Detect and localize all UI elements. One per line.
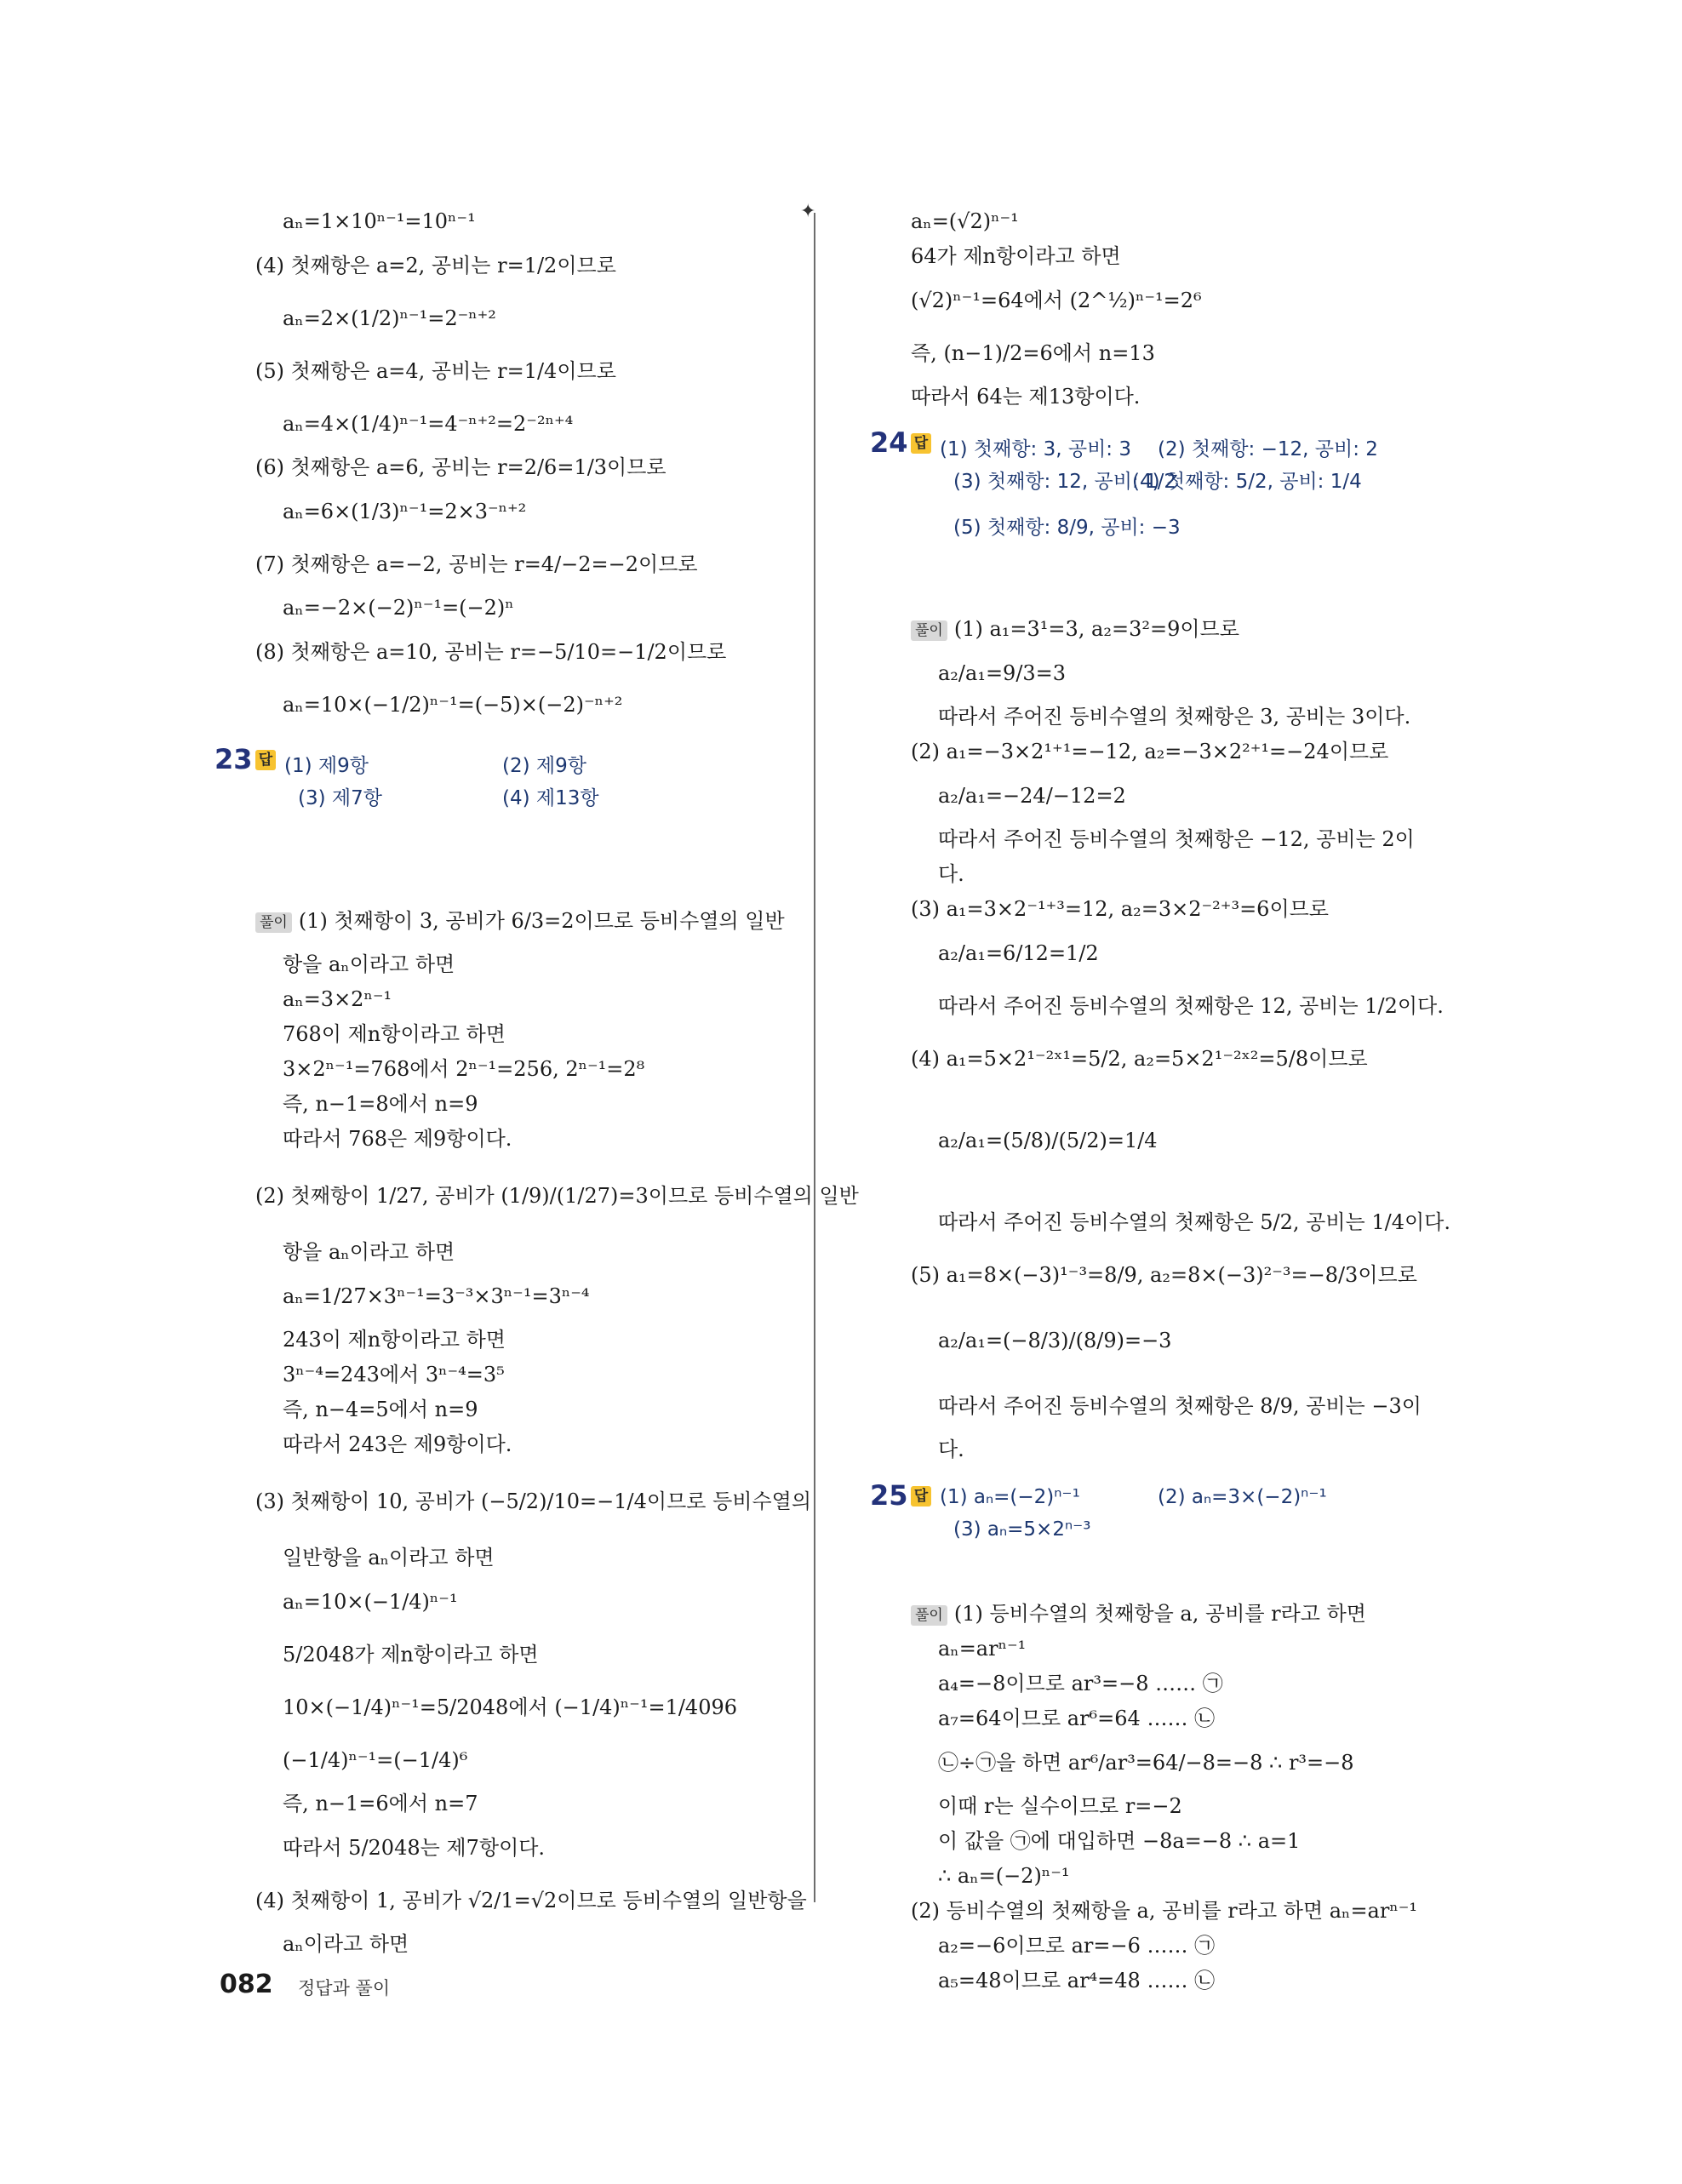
solution-line [255, 1235, 800, 1270]
solution-badge: 풀이 [255, 912, 292, 933]
line-text: 따라서 768은 제9항이다. [283, 1127, 512, 1151]
answer-block-23 [215, 743, 800, 895]
line-text: a₄=−8이므로 ar³=−8 …… ㉠ [938, 1672, 1223, 1695]
answer-item: (1) 첫째항: 3, 공비: 3 [940, 438, 1131, 460]
solution-line [255, 345, 800, 397]
line-text: a₂=−6이므로 ar=−6 …… ㉠ [938, 1934, 1216, 1958]
line-text: 즉, n−1=8에서 n=9 [283, 1092, 478, 1116]
solution-line [255, 895, 800, 947]
solution-line [911, 327, 1422, 380]
line-text: 따라서 주어진 등비수열의 첫째항은 −12, 공비는 2이 [938, 827, 1415, 851]
line-text: 3×2ⁿ⁻¹=768에서 2ⁿ⁻¹=256, 2ⁿ⁻¹=2⁸ [283, 1057, 645, 1081]
center-divider [814, 213, 815, 1902]
solution-line [911, 769, 1422, 822]
solution-line [255, 1122, 800, 1157]
solution-line [911, 1964, 1422, 1998]
line-text: 즉, n−4=5에서 n=9 [283, 1398, 478, 1421]
answer-item: (1) 제9항 [284, 755, 369, 777]
solution-line [255, 292, 800, 345]
line-text: 768이 제n항이라고 하면 [283, 1022, 506, 1046]
line-text: aₙ=−2×(−2)ⁿ⁻¹=(−2)ⁿ [283, 596, 514, 620]
line-text: 다. [938, 1438, 964, 1461]
solution-line [911, 1859, 1422, 1894]
line-text: aₙ=6×(1/3)ⁿ⁻¹=2×3⁻ⁿ⁺² [283, 500, 527, 523]
line-text: 5/2048가 제n항이라고 하면 [283, 1643, 539, 1667]
solution-line [255, 591, 800, 626]
line-text: a₂/a₁=9/3=3 [938, 661, 1067, 685]
line-text: a₇=64이므로 ar⁶=64 …… ㉡ [938, 1707, 1216, 1730]
answer-badge: 답 [911, 1486, 931, 1507]
answer-item: (4) 제13항 [502, 787, 599, 809]
solution-line [255, 1392, 800, 1427]
solution-line [911, 1632, 1422, 1667]
solution-line [255, 1323, 800, 1358]
line-text: aₙ=10×(−1/4)ⁿ⁻¹ [283, 1590, 458, 1614]
solution-line [255, 239, 800, 292]
solution-line [911, 1929, 1422, 1964]
line-text: 일반항을 aₙ이라고 하면 [283, 1546, 495, 1569]
line-text: 따라서 243은 제9항이다. [283, 1432, 512, 1456]
solution-line [255, 1427, 800, 1462]
solution-line [255, 1087, 800, 1122]
solution-line [911, 647, 1422, 700]
answer-item: (4) 첫째항: 5/2, 공비: 1/4 [1132, 471, 1362, 493]
solution-line [911, 1301, 1422, 1380]
answer-item: (2) 첫째항: −12, 공비: 2 [1158, 438, 1378, 460]
line-text: aₙ=2×(1/2)ⁿ⁻¹=2⁻ⁿ⁺² [283, 306, 496, 330]
question-number: 23 [215, 743, 253, 775]
line-text: aₙ=10×(−1/2)ⁿ⁻¹=(−5)×(−2)⁻ⁿ⁺² [283, 693, 623, 717]
line-text: (2) a₁=−3×2¹⁺¹=−12, a₂=−3×2²⁺¹=−24이므로 [911, 740, 1389, 763]
solution-line [255, 1462, 811, 1541]
answer-item: (5) 첫째항: 8/9, 공비: −3 [953, 517, 1181, 539]
answer-item: (2) 제9항 [502, 755, 586, 777]
solution-line [911, 1032, 1422, 1085]
line-text: 따라서 주어진 등비수열의 첫째항은 12, 공비는 1/2이다. [938, 994, 1444, 1018]
divider-ornament: ✦ [800, 201, 816, 222]
line-text: (6) 첫째항은 a=6, 공비는 r=2/6=1/3이므로 [255, 455, 667, 479]
solution-line [911, 1894, 1422, 1929]
line-text: 다. [938, 862, 964, 886]
line-text: (3) a₁=3×2⁻¹⁺³=12, a₂=3×2⁻²⁺³=6이므로 [911, 897, 1329, 921]
solution-line [911, 239, 1422, 274]
line-text: 즉, n−1=6에서 n=7 [283, 1792, 478, 1815]
solution-line [255, 1270, 800, 1323]
solution-line [911, 857, 1422, 892]
solution-line [255, 1734, 800, 1787]
solution-line [911, 380, 1422, 415]
right-column [870, 204, 1450, 1998]
line-text: (2) 첫째항이 1/27, 공비가 (1/9)/(1/27)=3이므로 등비수열의 일반 [255, 1184, 859, 1208]
line-text: (3) 첫째항이 10, 공비가 (−5/2)/10=−1/4이므로 등비수열의 [255, 1489, 811, 1513]
line-text: 243이 제n항이라고 하면 [283, 1328, 506, 1352]
question-number: 24 [870, 426, 908, 459]
line-text: a₂/a₁=6/12=1/2 [938, 941, 1099, 965]
line-text: 즉, (n−1)/2=6에서 n=13 [911, 341, 1155, 365]
answer-item: (1) aₙ=(−2)ⁿ⁻¹ [940, 1486, 1080, 1508]
solution-line [911, 980, 1444, 1032]
line-text: ∴ aₙ=(−2)ⁿ⁻¹ [938, 1864, 1070, 1888]
solution-line [911, 1380, 1422, 1432]
line-text: 3ⁿ⁻⁴=243에서 3ⁿ⁻⁴=3⁵ [283, 1363, 505, 1386]
solution-badge: 풀이 [911, 1605, 947, 1626]
left-column [215, 204, 859, 1962]
solution-line [255, 204, 800, 239]
solution-line [911, 1667, 1422, 1701]
solution-line [255, 1874, 807, 1927]
solution-line [911, 1789, 1422, 1824]
solution-line [911, 1597, 1422, 1632]
solution-line [255, 397, 800, 450]
solution-line [911, 1432, 1422, 1467]
line-text: (4) 첫째항이 1, 공비가 √2/1=√2이므로 등비수열의 일반항을 [255, 1889, 807, 1912]
solution-line [911, 1701, 1422, 1736]
line-text: (8) 첫째항은 a=10, 공비는 r=−5/10=−1/2이므로 [255, 640, 727, 664]
solution-line [911, 274, 1422, 327]
line-text: aₙ=(√2)ⁿ⁻¹ [911, 209, 1019, 233]
solution-line [911, 1196, 1450, 1249]
solution-line [911, 1824, 1422, 1859]
solution-line [255, 678, 800, 731]
line-text: 따라서 64는 제13항이다. [911, 385, 1141, 409]
page-number: 082 [220, 1970, 273, 1999]
line-text: (1) a₁=3¹=3, a₂=3²=9이므로 [953, 617, 1239, 641]
line-text: a₂/a₁=(−8/3)/(8/9)=−3 [938, 1329, 1172, 1352]
solution-badge: 풀이 [911, 620, 947, 641]
question-number: 25 [870, 1479, 908, 1512]
line-text: (4) 첫째항은 a=2, 공비는 r=1/2이므로 [255, 254, 616, 277]
solution-line [911, 1736, 1422, 1789]
solution-line [255, 1358, 800, 1392]
solution-line [911, 612, 1422, 647]
line-text: aₙ=1×10ⁿ⁻¹=10ⁿ⁻¹ [283, 209, 476, 233]
solution-line [911, 204, 1422, 239]
line-text: 64가 제n항이라고 하면 [911, 244, 1121, 268]
line-text: 이 값을 ㉠에 대입하면 −8a=−8 ∴ a=1 [938, 1829, 1301, 1853]
line-text: 따라서 주어진 등비수열의 첫째항은 8/9, 공비는 −3이 [938, 1394, 1422, 1418]
solution-line [255, 450, 800, 485]
solution-line [255, 626, 800, 678]
line-text: a₅=48이므로 ar⁴=48 …… ㉡ [938, 1969, 1216, 1992]
answer-badge: 답 [255, 750, 276, 770]
solution-line [255, 1157, 859, 1235]
line-text: (5) 첫째항은 a=4, 공비는 r=1/4이므로 [255, 359, 616, 383]
line-text: (−1/4)ⁿ⁻¹=(−1/4)⁶ [283, 1748, 468, 1772]
solution-line [911, 700, 1422, 735]
solution-line [255, 1052, 800, 1087]
solution-line [255, 1787, 800, 1821]
line-text: (5) a₁=8×(−3)¹⁻³=8/9, a₂=8×(−3)²⁻³=−8/3이므로 [911, 1263, 1417, 1287]
line-text: a₂/a₁=−24/−12=2 [938, 784, 1126, 808]
solution-line [911, 1085, 1422, 1196]
line-text: (√2)ⁿ⁻¹=64에서 (2^½)ⁿ⁻¹=2⁶ [911, 289, 1202, 312]
footer-label: 정답과 풀이 [298, 1978, 391, 1998]
solution-line [255, 982, 800, 1017]
line-text: aₙ=1/27×3ⁿ⁻¹=3⁻³×3ⁿ⁻¹=3ⁿ⁻⁴ [283, 1284, 590, 1308]
answer-badge: 답 [911, 433, 931, 454]
solution-line [911, 1249, 1422, 1301]
answer-block-25 [870, 1479, 1422, 1597]
line-text: aₙ=4×(1/4)ⁿ⁻¹=4⁻ⁿ⁺²=2⁻²ⁿ⁺⁴ [283, 412, 574, 436]
solution-line [255, 1017, 800, 1052]
solution-line [255, 1628, 800, 1681]
solution-line [255, 947, 800, 982]
line-text: 따라서 주어진 등비수열의 첫째항은 3, 공비는 3이다. [938, 705, 1411, 729]
answer-item: (2) aₙ=3×(−2)ⁿ⁻¹ [1158, 1486, 1327, 1508]
solution-line [255, 1575, 800, 1628]
line-text: 이때 r는 실수이므로 r=−2 [938, 1794, 1182, 1818]
line-text: ㉡÷㉠을 하면 ar⁶/ar³=64/−8=−8 ∴ r³=−8 [938, 1751, 1354, 1775]
answer-item: (3) aₙ=5×2ⁿ⁻³ [953, 1518, 1091, 1541]
solution-line [911, 822, 1422, 857]
solution-line [255, 538, 800, 591]
line-text: (7) 첫째항은 a=−2, 공비는 r=4/−2=−2이므로 [255, 552, 698, 576]
answer-item: (3) 첫째항: 12, 공비: 1/2 [953, 471, 1177, 493]
line-text: 항을 aₙ이라고 하면 [283, 1240, 455, 1264]
solution-line [255, 485, 800, 538]
line-text: 따라서 주어진 등비수열의 첫째항은 5/2, 공비는 1/4이다. [938, 1210, 1450, 1234]
solution-line [911, 892, 1422, 927]
line-text: aₙ=arⁿ⁻¹ [938, 1637, 1027, 1661]
line-text: 10×(−1/4)ⁿ⁻¹=5/2048에서 (−1/4)ⁿ⁻¹=1/4096 [283, 1695, 737, 1719]
line-text: 따라서 5/2048는 제7항이다. [283, 1836, 546, 1860]
solution-line [255, 1927, 800, 1962]
line-text: (1) 첫째항이 3, 공비가 6/3=2이므로 등비수열의 일반 [298, 909, 785, 933]
line-text: (4) a₁=5×2¹⁻²ˣ¹=5/2, a₂=5×2¹⁻²ˣ²=5/8이므로 [911, 1047, 1368, 1071]
line-text: (1) 등비수열의 첫째항을 a, 공비를 r라고 하면 [953, 1602, 1366, 1626]
line-text: (2) 등비수열의 첫째항을 a, 공비를 r라고 하면 aₙ=arⁿ⁻¹ [911, 1899, 1418, 1923]
solution-line [255, 1541, 800, 1575]
answer-item: (3) 제7항 [298, 787, 382, 809]
solution-line [911, 735, 1422, 769]
solution-line [255, 1821, 800, 1874]
line-text: aₙ=3×2ⁿ⁻¹ [283, 987, 392, 1011]
solution-line [255, 1681, 800, 1734]
answer-block-24 [870, 426, 1422, 612]
line-text: a₂/a₁=(5/8)/(5/2)=1/4 [938, 1129, 1158, 1152]
line-text: aₙ이라고 하면 [283, 1932, 409, 1956]
line-text: 항을 aₙ이라고 하면 [283, 952, 455, 976]
solution-line [911, 927, 1422, 980]
